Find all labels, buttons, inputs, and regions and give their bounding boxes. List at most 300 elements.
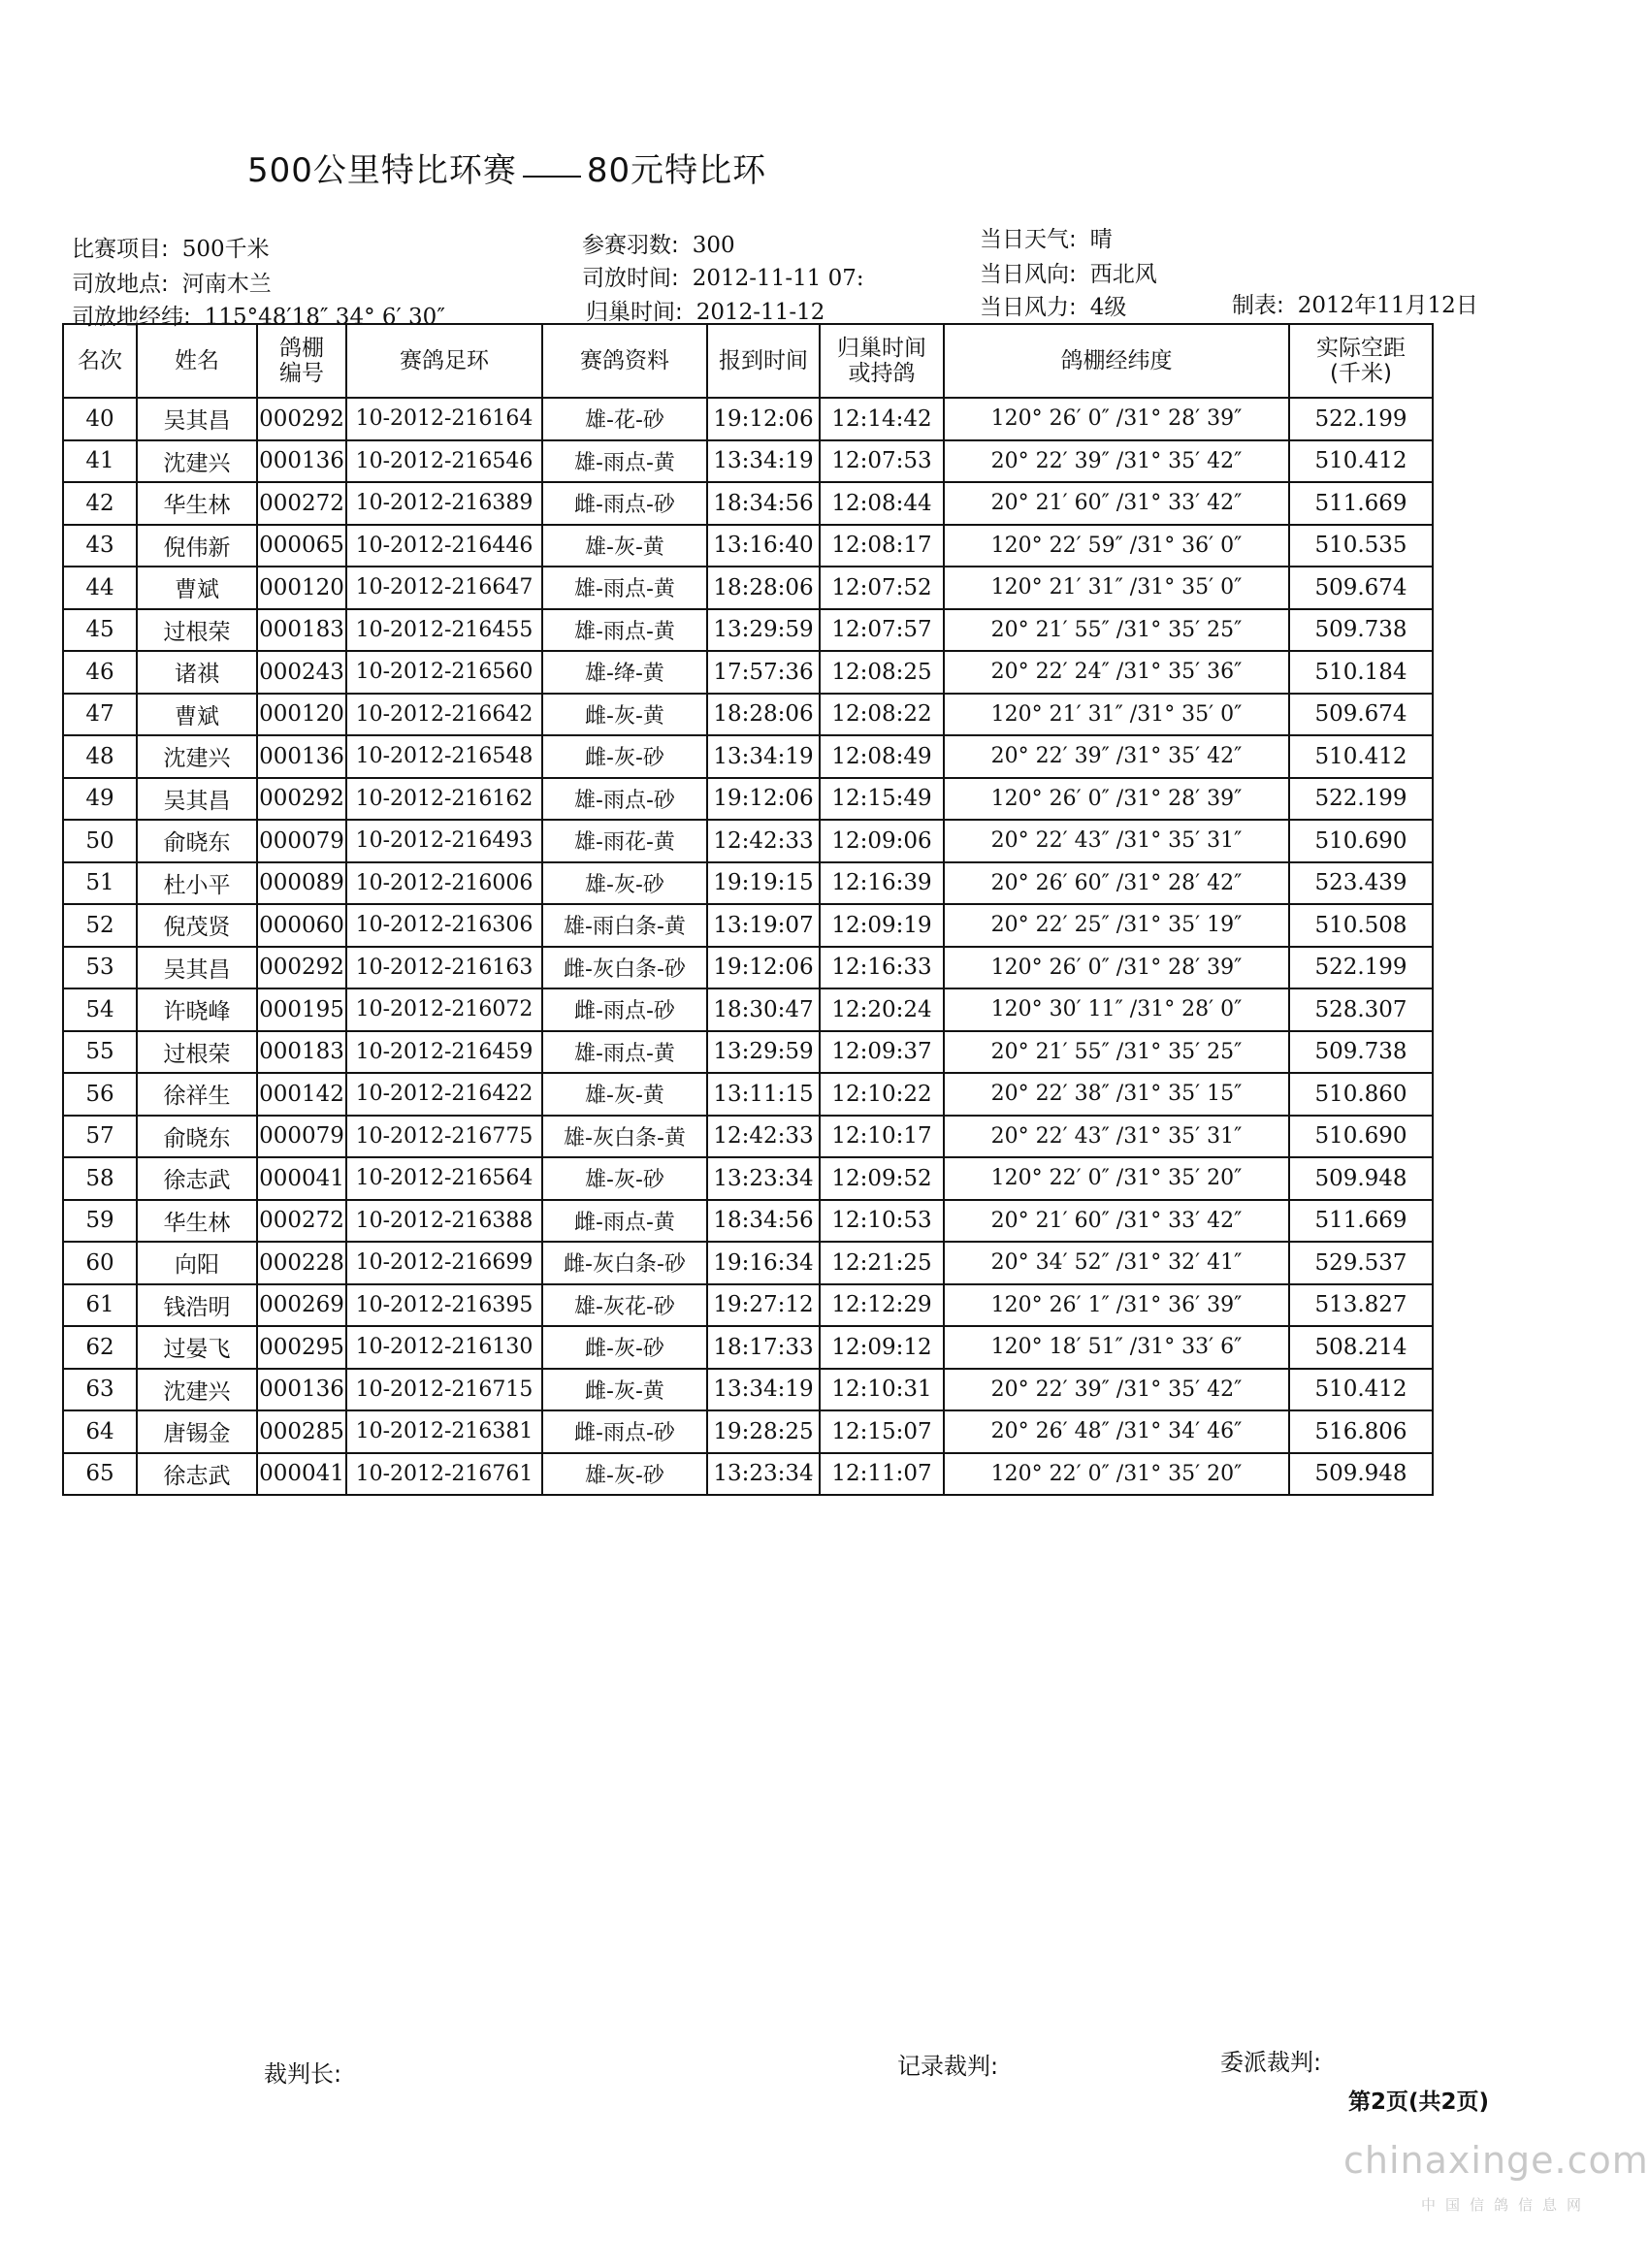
cell-pigeon-info: 雄-灰白条-黄 bbox=[542, 1116, 707, 1158]
cell-loft-coords: 120° 21′ 31″ /31° 35′ 0″ bbox=[944, 694, 1289, 736]
cell-loft-id: 000120 bbox=[257, 567, 346, 609]
meta-project bbox=[72, 231, 270, 263]
cell-loft-id: 000228 bbox=[257, 1242, 346, 1284]
table-row bbox=[63, 778, 1433, 821]
meta-made-label: 制表: bbox=[1232, 293, 1284, 318]
cell-loft-id: 000292 bbox=[257, 398, 346, 440]
cell-return-time: 12:11:07 bbox=[820, 1453, 944, 1496]
cell-distance: 509.948 bbox=[1289, 1453, 1433, 1496]
table-row bbox=[63, 947, 1433, 989]
cell-ring: 10-2012-216642 bbox=[346, 694, 542, 736]
cell-ring: 10-2012-216162 bbox=[346, 778, 542, 821]
cell-report-time: 12:42:33 bbox=[707, 1116, 820, 1158]
cell-distance: 509.674 bbox=[1289, 567, 1433, 609]
cell-rank: 51 bbox=[63, 862, 137, 905]
table-row bbox=[63, 1410, 1433, 1453]
cell-loft-id: 000183 bbox=[257, 609, 346, 652]
cell-loft-id: 000285 bbox=[257, 1410, 346, 1453]
cell-name: 俞晓东 bbox=[137, 820, 257, 862]
cell-rank: 55 bbox=[63, 1031, 137, 1074]
table-header-row bbox=[63, 324, 1433, 398]
cell-report-time: 19:12:06 bbox=[707, 778, 820, 821]
cell-name: 倪伟新 bbox=[137, 525, 257, 567]
cell-pigeon-info: 雄-灰花-砂 bbox=[542, 1284, 707, 1327]
cell-return-time: 12:09:12 bbox=[820, 1326, 944, 1369]
meta-project-label: 比赛项目: bbox=[72, 237, 169, 262]
cell-loft-coords: 120° 26′ 0″ /31° 28′ 39″ bbox=[944, 398, 1289, 440]
cell-name: 过根荣 bbox=[137, 1031, 257, 1074]
cell-report-time: 13:34:19 bbox=[707, 735, 820, 778]
cell-pigeon-info: 雄-雨点-黄 bbox=[542, 609, 707, 652]
meta-release-place-value: 河南木兰 bbox=[181, 272, 272, 297]
cell-return-time: 12:08:25 bbox=[820, 651, 944, 694]
cell-pigeon-info: 雌-灰-黄 bbox=[542, 694, 707, 736]
meta-weather-label: 当日天气: bbox=[980, 227, 1077, 252]
cell-rank: 45 bbox=[63, 609, 137, 652]
cell-loft-id: 000089 bbox=[257, 862, 346, 905]
cell-name: 沈建兴 bbox=[137, 1369, 257, 1411]
cell-loft-id: 000136 bbox=[257, 1369, 346, 1411]
meta-wind-direction-value: 西北风 bbox=[1089, 262, 1157, 287]
cell-name: 吴其昌 bbox=[137, 398, 257, 440]
header-ring: 赛鸽足环 bbox=[346, 324, 542, 398]
cell-distance: 511.669 bbox=[1289, 482, 1433, 525]
meta-entries bbox=[582, 227, 735, 259]
cell-return-time: 12:16:33 bbox=[820, 947, 944, 989]
assigned-judge-label: 委派裁判: bbox=[1220, 2049, 1322, 2076]
cell-rank: 63 bbox=[63, 1369, 137, 1411]
cell-loft-id: 000142 bbox=[257, 1073, 346, 1116]
cell-loft-id: 000183 bbox=[257, 1031, 346, 1074]
cell-ring: 10-2012-216560 bbox=[346, 651, 542, 694]
cell-ring: 10-2012-216395 bbox=[346, 1284, 542, 1327]
cell-rank: 43 bbox=[63, 525, 137, 567]
cell-loft-coords: 120° 21′ 31″ /31° 35′ 0″ bbox=[944, 567, 1289, 609]
cell-return-time: 12:08:17 bbox=[820, 525, 944, 567]
cell-pigeon-info: 雄-雨点-黄 bbox=[542, 440, 707, 483]
cell-pigeon-info: 雄-灰-砂 bbox=[542, 1157, 707, 1200]
cell-loft-id: 000272 bbox=[257, 482, 346, 525]
table-row bbox=[63, 482, 1433, 525]
cell-loft-id: 000295 bbox=[257, 1326, 346, 1369]
meta-wind-force bbox=[980, 289, 1126, 321]
cell-rank: 62 bbox=[63, 1326, 137, 1369]
cell-rank: 42 bbox=[63, 482, 137, 525]
meta-return-time-label: 归巢时间: bbox=[586, 300, 683, 325]
cell-rank: 54 bbox=[63, 988, 137, 1031]
record-judge-label: 记录裁判: bbox=[897, 2053, 999, 2080]
meta-made-date bbox=[1232, 287, 1478, 319]
cell-name: 许晓峰 bbox=[137, 988, 257, 1031]
cell-rank: 47 bbox=[63, 694, 137, 736]
cell-rank: 60 bbox=[63, 1242, 137, 1284]
meta-release-time-label: 司放时间: bbox=[582, 266, 679, 291]
header-loft-id bbox=[257, 324, 346, 398]
cell-report-time: 19:16:34 bbox=[707, 1242, 820, 1284]
table-row bbox=[63, 1326, 1433, 1369]
cell-distance: 510.412 bbox=[1289, 735, 1433, 778]
cell-rank: 59 bbox=[63, 1200, 137, 1243]
cell-distance: 510.690 bbox=[1289, 820, 1433, 862]
cell-distance: 508.214 bbox=[1289, 1326, 1433, 1369]
cell-pigeon-info: 雄-灰-黄 bbox=[542, 525, 707, 567]
cell-rank: 50 bbox=[63, 820, 137, 862]
cell-pigeon-info: 雄-绛-黄 bbox=[542, 651, 707, 694]
cell-rank: 56 bbox=[63, 1073, 137, 1116]
cell-name: 沈建兴 bbox=[137, 440, 257, 483]
cell-report-time: 17:57:36 bbox=[707, 651, 820, 694]
cell-loft-coords: 120° 26′ 1″ /31° 36′ 39″ bbox=[944, 1284, 1289, 1327]
table-body bbox=[63, 398, 1433, 1495]
cell-name: 杜小平 bbox=[137, 862, 257, 905]
page-indicator: 第2页(共2页) bbox=[1348, 2090, 1490, 2115]
cell-return-time: 12:10:22 bbox=[820, 1073, 944, 1116]
cell-loft-id: 000292 bbox=[257, 778, 346, 821]
cell-loft-coords: 20° 26′ 48″ /31° 34′ 46″ bbox=[944, 1410, 1289, 1453]
cell-ring: 10-2012-216306 bbox=[346, 904, 542, 947]
cell-loft-id: 000065 bbox=[257, 525, 346, 567]
chief-judge-label: 裁判长: bbox=[264, 2060, 342, 2088]
cell-return-time: 12:08:49 bbox=[820, 735, 944, 778]
table-row bbox=[63, 735, 1433, 778]
cell-return-time: 12:08:22 bbox=[820, 694, 944, 736]
cell-name: 徐祥生 bbox=[137, 1073, 257, 1116]
cell-pigeon-info: 雌-灰-砂 bbox=[542, 735, 707, 778]
cell-ring: 10-2012-216459 bbox=[346, 1031, 542, 1074]
cell-loft-coords: 20° 22′ 24″ /31° 35′ 36″ bbox=[944, 651, 1289, 694]
header-distance-text: 实际空距 (千米) bbox=[1316, 336, 1406, 386]
meta-wind-force-value: 4级 bbox=[1089, 295, 1127, 320]
cell-name: 诸祺 bbox=[137, 651, 257, 694]
table-row bbox=[63, 862, 1433, 905]
cell-report-time: 19:19:15 bbox=[707, 862, 820, 905]
cell-return-time: 12:09:06 bbox=[820, 820, 944, 862]
cell-report-time: 13:16:40 bbox=[707, 525, 820, 567]
cell-distance: 522.199 bbox=[1289, 778, 1433, 821]
header-name: 姓名 bbox=[137, 324, 257, 398]
header-return-time bbox=[820, 324, 944, 398]
cell-rank: 49 bbox=[63, 778, 137, 821]
cell-ring: 10-2012-216072 bbox=[346, 988, 542, 1031]
cell-distance: 511.669 bbox=[1289, 1200, 1433, 1243]
header-report-time: 报到时间 bbox=[707, 324, 820, 398]
meta-weather-value: 晴 bbox=[1089, 227, 1113, 252]
cell-distance: 510.184 bbox=[1289, 651, 1433, 694]
cell-distance: 510.860 bbox=[1289, 1073, 1433, 1116]
cell-return-time: 12:21:25 bbox=[820, 1242, 944, 1284]
cell-ring: 10-2012-216548 bbox=[346, 735, 542, 778]
cell-return-time: 12:09:52 bbox=[820, 1157, 944, 1200]
cell-return-time: 12:15:07 bbox=[820, 1410, 944, 1453]
cell-rank: 61 bbox=[63, 1284, 137, 1327]
table-row bbox=[63, 1369, 1433, 1411]
header-return-time-text: 归巢时间 或持鸽 bbox=[837, 336, 926, 386]
cell-rank: 44 bbox=[63, 567, 137, 609]
cell-pigeon-info: 雄-灰-黄 bbox=[542, 1073, 707, 1116]
cell-name: 俞晓东 bbox=[137, 1116, 257, 1158]
cell-distance: 510.412 bbox=[1289, 1369, 1433, 1411]
cell-loft-id: 000292 bbox=[257, 947, 346, 989]
table-row bbox=[63, 1284, 1433, 1327]
meta-release-time-value: 2012-11-11 07: bbox=[692, 266, 864, 291]
cell-rank: 57 bbox=[63, 1116, 137, 1158]
meta-entries-value: 300 bbox=[692, 233, 735, 258]
cell-loft-coords: 120° 22′ 0″ /31° 35′ 20″ bbox=[944, 1453, 1289, 1496]
cell-name: 向阳 bbox=[137, 1242, 257, 1284]
cell-distance: 516.806 bbox=[1289, 1410, 1433, 1453]
cell-rank: 46 bbox=[63, 651, 137, 694]
cell-report-time: 13:29:59 bbox=[707, 609, 820, 652]
cell-loft-coords: 20° 22′ 25″ /31° 35′ 19″ bbox=[944, 904, 1289, 947]
cell-ring: 10-2012-216761 bbox=[346, 1453, 542, 1496]
cell-ring: 10-2012-216422 bbox=[346, 1073, 542, 1116]
cell-return-time: 12:12:29 bbox=[820, 1284, 944, 1327]
table-row bbox=[63, 1200, 1433, 1243]
cell-report-time: 13:19:07 bbox=[707, 904, 820, 947]
header-pigeon-info: 赛鸽资料 bbox=[542, 324, 707, 398]
cell-loft-coords: 120° 22′ 59″ /31° 36′ 0″ bbox=[944, 525, 1289, 567]
cell-report-time: 12:42:33 bbox=[707, 820, 820, 862]
meta-project-value: 500千米 bbox=[181, 237, 270, 262]
header-loft-id-text: 鸽棚 编号 bbox=[279, 336, 324, 386]
table-row bbox=[63, 1242, 1433, 1284]
cell-distance: 523.439 bbox=[1289, 862, 1433, 905]
table-row bbox=[63, 609, 1433, 652]
cell-name: 吴其昌 bbox=[137, 778, 257, 821]
cell-loft-coords: 20° 22′ 43″ /31° 35′ 31″ bbox=[944, 1116, 1289, 1158]
table-row bbox=[63, 567, 1433, 609]
cell-name: 过晏飞 bbox=[137, 1326, 257, 1369]
table-row bbox=[63, 398, 1433, 440]
cell-name: 沈建兴 bbox=[137, 735, 257, 778]
table-row bbox=[63, 440, 1433, 483]
meta-weather bbox=[980, 221, 1113, 253]
table-row bbox=[63, 1157, 1433, 1200]
cell-loft-coords: 20° 21′ 60″ /31° 33′ 42″ bbox=[944, 1200, 1289, 1243]
cell-loft-coords: 20° 26′ 60″ /31° 28′ 42″ bbox=[944, 862, 1289, 905]
cell-name: 徐志武 bbox=[137, 1453, 257, 1496]
cell-return-time: 12:09:37 bbox=[820, 1031, 944, 1074]
cell-ring: 10-2012-216715 bbox=[346, 1369, 542, 1411]
cell-ring: 10-2012-216546 bbox=[346, 440, 542, 483]
cell-distance: 510.508 bbox=[1289, 904, 1433, 947]
cell-loft-id: 000060 bbox=[257, 904, 346, 947]
cell-ring: 10-2012-216699 bbox=[346, 1242, 542, 1284]
cell-name: 华生林 bbox=[137, 1200, 257, 1243]
cell-report-time: 18:28:06 bbox=[707, 567, 820, 609]
cell-report-time: 18:34:56 bbox=[707, 1200, 820, 1243]
cell-pigeon-info: 雌-雨点-砂 bbox=[542, 1410, 707, 1453]
cell-loft-coords: 120° 26′ 0″ /31° 28′ 39″ bbox=[944, 778, 1289, 821]
cell-loft-coords: 20° 22′ 38″ /31° 35′ 15″ bbox=[944, 1073, 1289, 1116]
cell-pigeon-info: 雄-灰-砂 bbox=[542, 862, 707, 905]
cell-loft-id: 000272 bbox=[257, 1200, 346, 1243]
cell-loft-id: 000243 bbox=[257, 651, 346, 694]
cell-pigeon-info: 雄-雨花-黄 bbox=[542, 820, 707, 862]
title-main: 500公里特比环赛 bbox=[247, 151, 517, 190]
cell-pigeon-info: 雌-灰-砂 bbox=[542, 1326, 707, 1369]
meta-release-place-label: 司放地点: bbox=[72, 272, 169, 297]
table-row bbox=[63, 904, 1433, 947]
cell-pigeon-info: 雌-雨点-黄 bbox=[542, 1200, 707, 1243]
cell-pigeon-info: 雌-雨点-砂 bbox=[542, 482, 707, 525]
cell-pigeon-info: 雄-雨点-砂 bbox=[542, 778, 707, 821]
cell-ring: 10-2012-216389 bbox=[346, 482, 542, 525]
cell-loft-id: 000269 bbox=[257, 1284, 346, 1327]
cell-loft-coords: 20° 21′ 60″ /31° 33′ 42″ bbox=[944, 482, 1289, 525]
cell-name: 徐志武 bbox=[137, 1157, 257, 1200]
meta-return-time-value: 2012-11-12 bbox=[695, 300, 825, 325]
cell-ring: 10-2012-216647 bbox=[346, 567, 542, 609]
results-table bbox=[62, 323, 1434, 1496]
cell-report-time: 19:12:06 bbox=[707, 398, 820, 440]
cell-distance: 522.199 bbox=[1289, 947, 1433, 989]
cell-distance: 510.535 bbox=[1289, 525, 1433, 567]
cell-ring: 10-2012-216164 bbox=[346, 398, 542, 440]
cell-distance: 510.690 bbox=[1289, 1116, 1433, 1158]
cell-rank: 65 bbox=[63, 1453, 137, 1496]
cell-return-time: 12:07:53 bbox=[820, 440, 944, 483]
meta-release-coords-value: 115°48′18″ 34° 6′ 30″ bbox=[204, 305, 445, 330]
cell-distance: 509.738 bbox=[1289, 609, 1433, 652]
table-row bbox=[63, 1453, 1433, 1496]
cell-loft-coords: 120° 30′ 11″ /31° 28′ 0″ bbox=[944, 988, 1289, 1031]
cell-return-time: 12:10:17 bbox=[820, 1116, 944, 1158]
table-row bbox=[63, 525, 1433, 567]
table-row bbox=[63, 988, 1433, 1031]
cell-return-time: 12:07:52 bbox=[820, 567, 944, 609]
watermark-subtitle: 中国信鸽信息网 bbox=[1421, 2196, 1592, 2214]
cell-rank: 58 bbox=[63, 1157, 137, 1200]
cell-name: 曹斌 bbox=[137, 567, 257, 609]
cell-loft-id: 000136 bbox=[257, 440, 346, 483]
meta-release-time bbox=[582, 260, 864, 292]
cell-report-time: 18:17:33 bbox=[707, 1326, 820, 1369]
cell-return-time: 12:10:53 bbox=[820, 1200, 944, 1243]
cell-return-time: 12:09:19 bbox=[820, 904, 944, 947]
cell-return-time: 12:16:39 bbox=[820, 862, 944, 905]
meta-wind-force-label: 当日风力: bbox=[980, 295, 1077, 320]
header-loft-coords: 鸽棚经纬度 bbox=[944, 324, 1289, 398]
cell-ring: 10-2012-216130 bbox=[346, 1326, 542, 1369]
document-title bbox=[247, 144, 766, 191]
cell-loft-id: 000079 bbox=[257, 1116, 346, 1158]
cell-pigeon-info: 雄-花-砂 bbox=[542, 398, 707, 440]
cell-report-time: 13:34:19 bbox=[707, 1369, 820, 1411]
cell-ring: 10-2012-216381 bbox=[346, 1410, 542, 1453]
cell-name: 唐锡金 bbox=[137, 1410, 257, 1453]
cell-report-time: 18:28:06 bbox=[707, 694, 820, 736]
cell-distance: 522.199 bbox=[1289, 398, 1433, 440]
cell-report-time: 13:23:34 bbox=[707, 1453, 820, 1496]
cell-ring: 10-2012-216564 bbox=[346, 1157, 542, 1200]
cell-distance: 528.307 bbox=[1289, 988, 1433, 1031]
meta-release-place bbox=[72, 266, 272, 298]
cell-pigeon-info: 雄-雨点-黄 bbox=[542, 567, 707, 609]
cell-rank: 40 bbox=[63, 398, 137, 440]
cell-loft-coords: 120° 18′ 51″ /31° 33′ 6″ bbox=[944, 1326, 1289, 1369]
cell-distance: 513.827 bbox=[1289, 1284, 1433, 1327]
cell-name: 钱浩明 bbox=[137, 1284, 257, 1327]
cell-distance: 509.738 bbox=[1289, 1031, 1433, 1074]
cell-pigeon-info: 雌-雨点-砂 bbox=[542, 988, 707, 1031]
cell-report-time: 13:11:15 bbox=[707, 1073, 820, 1116]
table-row bbox=[63, 1073, 1433, 1116]
cell-pigeon-info: 雄-雨白条-黄 bbox=[542, 904, 707, 947]
cell-ring: 10-2012-216006 bbox=[346, 862, 542, 905]
cell-return-time: 12:10:31 bbox=[820, 1369, 944, 1411]
cell-loft-coords: 20° 34′ 52″ /31° 32′ 41″ bbox=[944, 1242, 1289, 1284]
cell-distance: 509.674 bbox=[1289, 694, 1433, 736]
meta-made-value: 2012年11月12日 bbox=[1297, 293, 1478, 318]
cell-loft-id: 000136 bbox=[257, 735, 346, 778]
cell-name: 华生林 bbox=[137, 482, 257, 525]
cell-loft-coords: 20° 22′ 39″ /31° 35′ 42″ bbox=[944, 440, 1289, 483]
cell-report-time: 13:29:59 bbox=[707, 1031, 820, 1074]
cell-loft-id: 000079 bbox=[257, 820, 346, 862]
meta-wind-direction-label: 当日风向: bbox=[980, 262, 1077, 287]
title-sub: 80元特比环 bbox=[586, 151, 767, 190]
cell-ring: 10-2012-216388 bbox=[346, 1200, 542, 1243]
cell-pigeon-info: 雄-灰-砂 bbox=[542, 1453, 707, 1496]
cell-report-time: 13:23:34 bbox=[707, 1157, 820, 1200]
cell-loft-coords: 20° 22′ 39″ /31° 35′ 42″ bbox=[944, 735, 1289, 778]
cell-loft-id: 000041 bbox=[257, 1157, 346, 1200]
cell-pigeon-info: 雌-灰白条-砂 bbox=[542, 947, 707, 989]
cell-name: 吴其昌 bbox=[137, 947, 257, 989]
cell-loft-coords: 120° 26′ 0″ /31° 28′ 39″ bbox=[944, 947, 1289, 989]
cell-report-time: 19:12:06 bbox=[707, 947, 820, 989]
cell-ring: 10-2012-216775 bbox=[346, 1116, 542, 1158]
cell-ring: 10-2012-216493 bbox=[346, 820, 542, 862]
cell-ring: 10-2012-216455 bbox=[346, 609, 542, 652]
cell-pigeon-info: 雌-灰-黄 bbox=[542, 1369, 707, 1411]
table-row bbox=[63, 820, 1433, 862]
cell-loft-coords: 120° 22′ 0″ /31° 35′ 20″ bbox=[944, 1157, 1289, 1200]
cell-return-time: 12:15:49 bbox=[820, 778, 944, 821]
cell-distance: 510.412 bbox=[1289, 440, 1433, 483]
table-row bbox=[63, 1116, 1433, 1158]
header-rank: 名次 bbox=[63, 324, 137, 398]
cell-loft-coords: 20° 22′ 43″ /31° 35′ 31″ bbox=[944, 820, 1289, 862]
cell-name: 过根荣 bbox=[137, 609, 257, 652]
cell-name: 倪茂贤 bbox=[137, 904, 257, 947]
cell-rank: 52 bbox=[63, 904, 137, 947]
cell-return-time: 12:08:44 bbox=[820, 482, 944, 525]
cell-rank: 41 bbox=[63, 440, 137, 483]
meta-entries-label: 参赛羽数: bbox=[582, 233, 679, 258]
cell-report-time: 13:34:19 bbox=[707, 440, 820, 483]
cell-report-time: 18:30:47 bbox=[707, 988, 820, 1031]
cell-rank: 64 bbox=[63, 1410, 137, 1453]
title-separator bbox=[523, 176, 581, 178]
cell-report-time: 19:27:12 bbox=[707, 1284, 820, 1327]
cell-distance: 529.537 bbox=[1289, 1242, 1433, 1284]
cell-return-time: 12:20:24 bbox=[820, 988, 944, 1031]
cell-loft-coords: 20° 22′ 39″ /31° 35′ 42″ bbox=[944, 1369, 1289, 1411]
cell-loft-id: 000041 bbox=[257, 1453, 346, 1496]
cell-name: 曹斌 bbox=[137, 694, 257, 736]
meta-wind-direction bbox=[980, 256, 1157, 288]
cell-loft-id: 000195 bbox=[257, 988, 346, 1031]
cell-report-time: 18:34:56 bbox=[707, 482, 820, 525]
table-row bbox=[63, 694, 1433, 736]
cell-ring: 10-2012-216446 bbox=[346, 525, 542, 567]
cell-report-time: 19:28:25 bbox=[707, 1410, 820, 1453]
cell-rank: 48 bbox=[63, 735, 137, 778]
table-row bbox=[63, 651, 1433, 694]
cell-loft-coords: 20° 21′ 55″ /31° 35′ 25″ bbox=[944, 609, 1289, 652]
